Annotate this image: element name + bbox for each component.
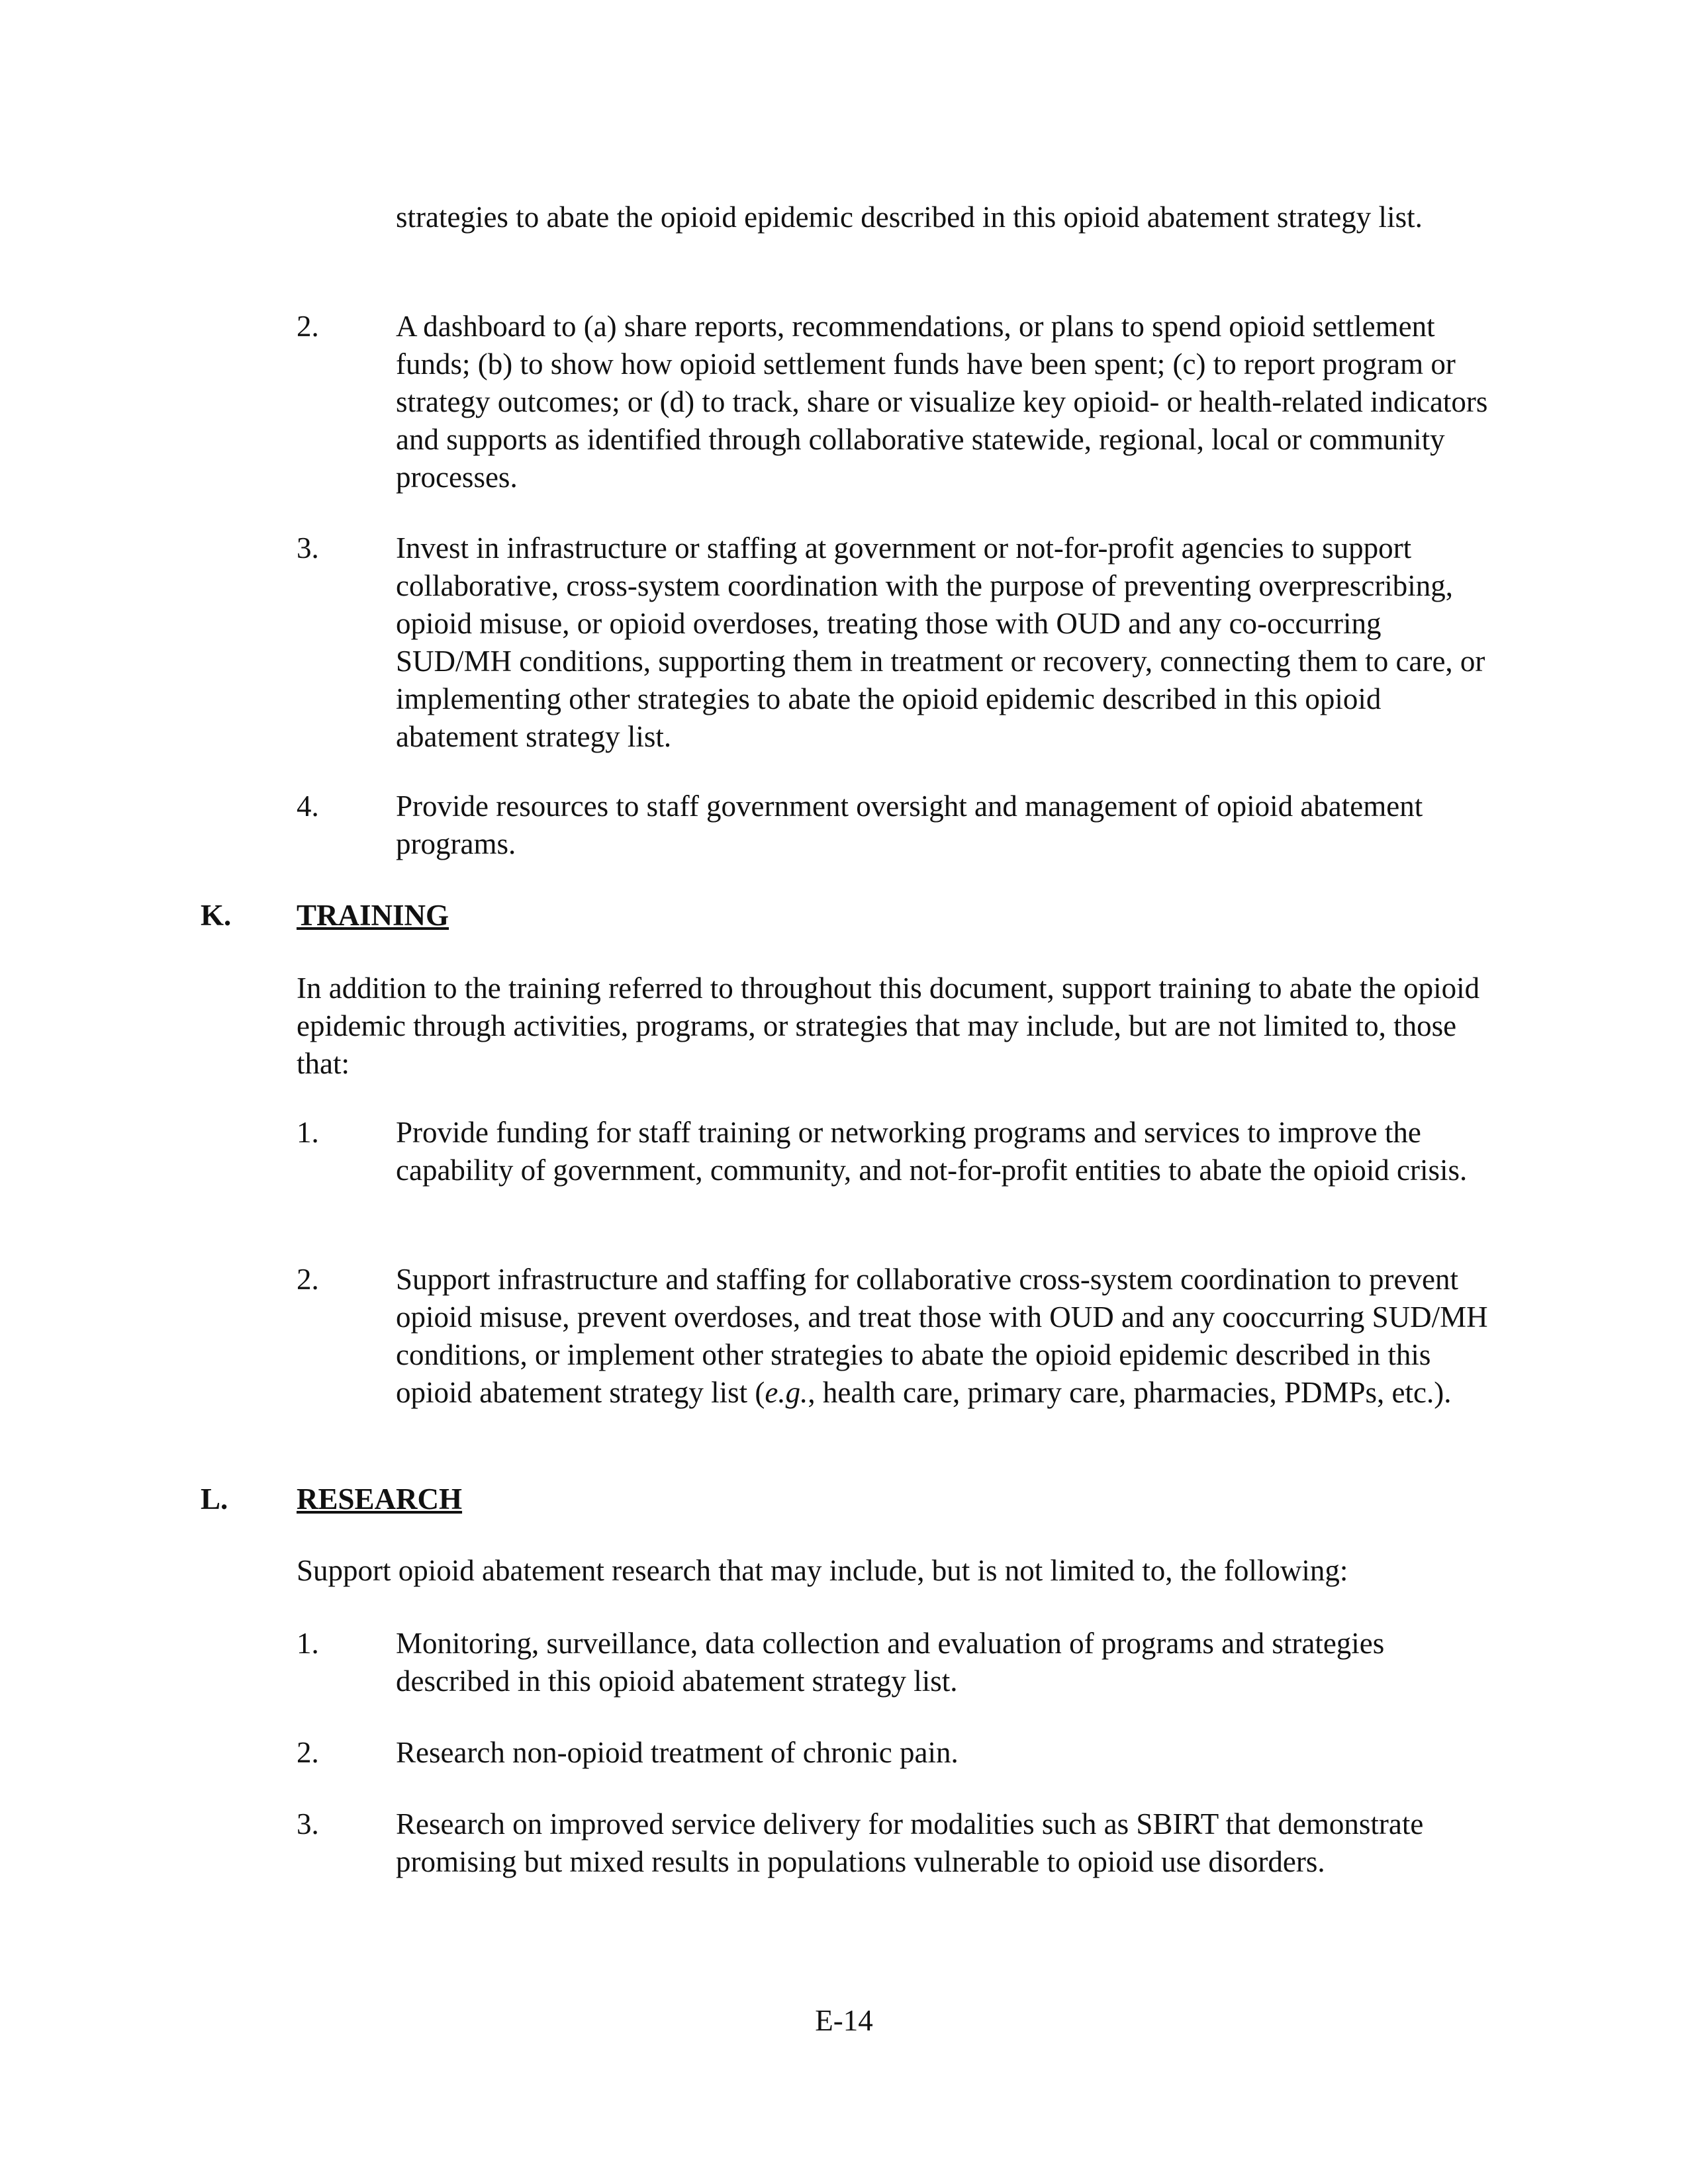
list-item-text: Provide funding for staff training or networking programs and services to improve the capability of government, community, and not-for-profit entities to abate the opioid crisis.: [396, 1116, 1468, 1187]
list-item-number: 1.: [297, 1116, 319, 1149]
list-item-number: 2.: [297, 310, 319, 343]
list-item-text: [396, 1261, 1495, 1412]
list-item-number: 2.: [297, 1736, 319, 1769]
section-heading: RESEARCH: [297, 1482, 463, 1516]
list-item-text: Provide resources to staff government oversight and management of opioid abatement programs.: [396, 790, 1423, 860]
page-number: E-14: [815, 2004, 873, 2037]
section-intro: Support opioid abatement research that may include, but is not limited to, the following:: [297, 1554, 1348, 1587]
list-item-text-italic: e.g.: [765, 1376, 808, 1409]
section-letter: K.: [201, 899, 232, 932]
list-item-number: 3.: [297, 531, 319, 565]
list-item-text: Monitoring, surveillance, data collection and evaluation of programs and strategies described in this opioid abatement strategy list.: [396, 1627, 1385, 1698]
list-item-text: Research on improved service delivery for modalities such as SBIRT that demonstrate promising but mixed results in populations vulnerable to opioid use disorders.: [396, 1807, 1424, 1878]
list-item-number: 2.: [297, 1263, 319, 1296]
section-intro: In addition to the training referred to throughout this document, support training to abate the opioid epidemic through activities, programs, or strategies that may include, but are not limited to, those that:: [297, 972, 1480, 1080]
section-heading: TRAINING: [297, 899, 449, 932]
list-item-text-part: Support infrastructure and staffing for collaborative cross-system coordination to prevent opioid misuse, prevent overdoses, and treat those with OUD and any cooccurring SUD/MH conditions, or implement other strategies to abate the opioid epidemic described in this opioid abatement strategy list (: [396, 1263, 1488, 1409]
list-item-text: A dashboard to (a) share reports, recommendations, or plans to spend opioid settlement funds; (b) to show how opioid settlement funds have been spent; (c) to report program or strategy outcomes; or (d) to track, share or visualize key opioid- or health-related indicators and supports as identified through collaborative statewide, regional, local or community processes.: [396, 310, 1488, 494]
section-letter: L.: [201, 1482, 228, 1516]
list-item-number: 4.: [297, 790, 319, 823]
continuation-paragraph: strategies to abate the opioid epidemic described in this opioid abatement strategy list.: [396, 201, 1423, 234]
list-item-text-part: , health care, primary care, pharmacies, PDMPs, etc.).: [808, 1376, 1452, 1409]
list-item-text: Research non-opioid treatment of chronic pain.: [396, 1736, 959, 1769]
list-item-number: 1.: [297, 1627, 319, 1660]
list-item-text: Invest in infrastructure or staffing at government or not-for-profit agencies to support collaborative, cross-system coordination with the purpose of preventing overprescribing, opioid misuse, or opioid overdoses, treating those with OUD and any co-occurring SUD/MH conditions, supporting them in treatment or recovery, connecting them to care, or implementing other strategies to abate the opioid epidemic described in this opioid abatement strategy list.: [396, 531, 1485, 753]
list-item-number: 3.: [297, 1807, 319, 1841]
